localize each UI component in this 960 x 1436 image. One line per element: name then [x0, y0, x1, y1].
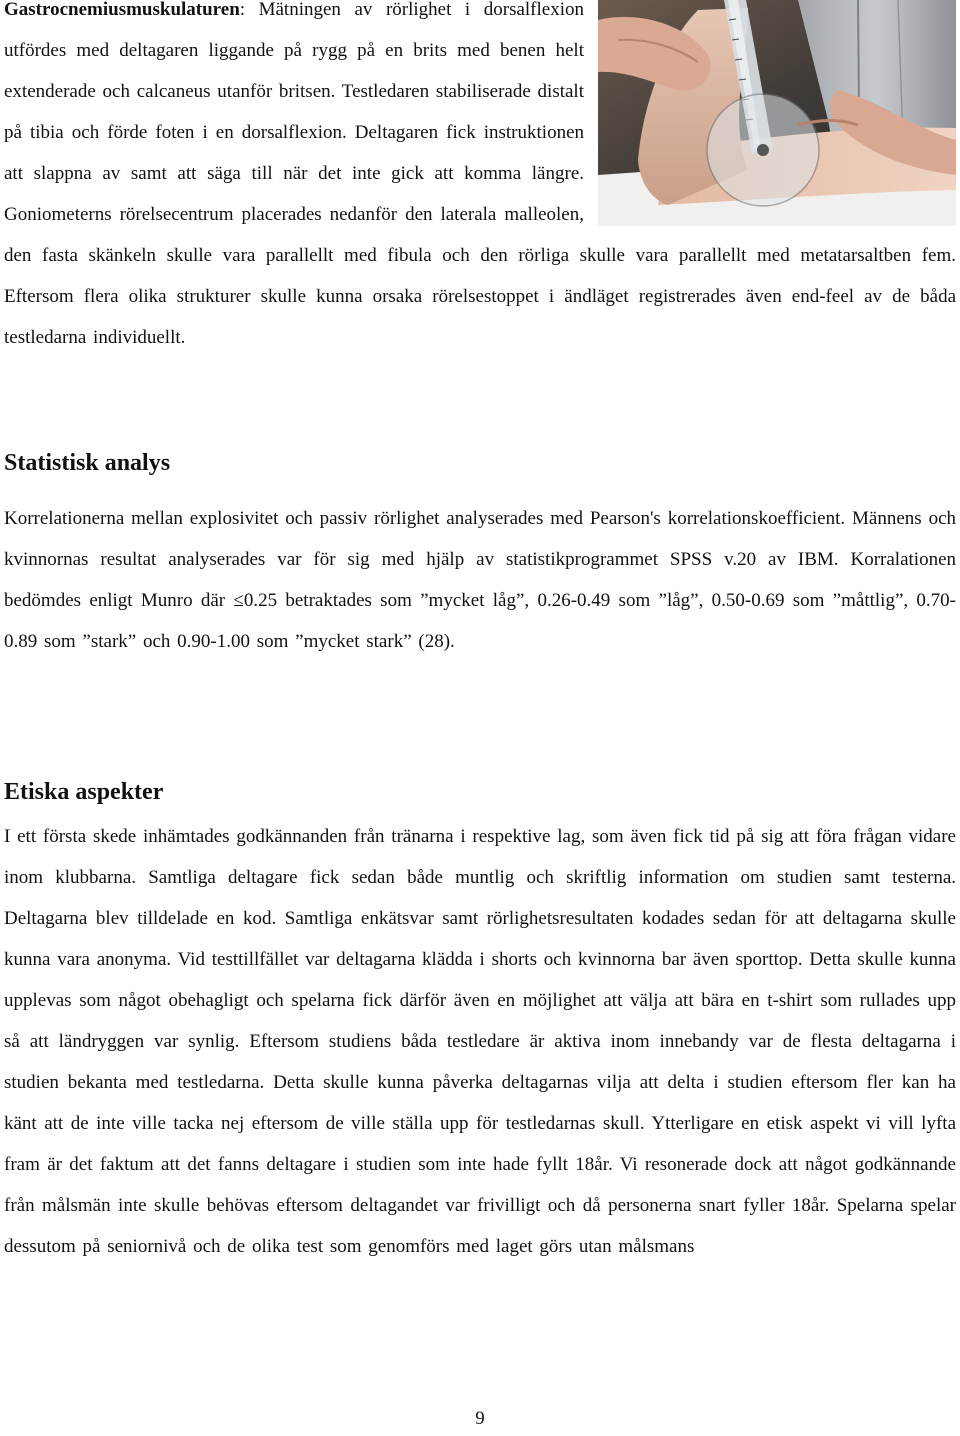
intro-lead-term: Gastrocnemiusmuskulaturen — [4, 0, 240, 20]
etik-paragraph: I ett första skede inhämtades godkännanden från tränarna i respektive lag, som även fick tid på sig att föra frågan vidare inom klubbarna. Samtliga deltagare fick sedan både muntlig och skriftlig information om studien samt testerna. Deltagarna blev tilldelade en kod. Samtliga enkätsvar samt rörlighetsresultaten kodades sedan för att deltagarna skulle kunna vara anonyma. Vid testtillfället var deltagarna klädda i shorts och kvinnorna bar även sporttop. Detta skulle kunna upplevas som något obehagligt och spelarna fick därför även en möjlighet att välja att bära en t-shirt som rullades upp så att ländryggen var synlig. Eftersom studiens båda testledare är aktiva inom innebandy var de flesta deltagarna i studien bekanta med testledarna. Detta skulle kunna påverka deltagarnas vilja att delta i studien eftersom fler kan ha känt att de inte ville tacka nej eftersom de ville ställa upp för testledarnas skull. Ytterligare en etisk aspekt vi vill lyfta fram är det faktum att det fanns deltagare i studien som inte hade fyllt 18år. Vi resonerade dock att något godkännande från målsmän inte skulle behövas eftersom deltagandet var frivilligt och då personerna snart fyller 18år. Spelarna spelar dessutom på seniornivå och de olika test som genomförs med laget görs utan målsmans — [4, 826, 956, 1257]
page-number: 9 — [475, 1408, 485, 1429]
statistik-paragraph: Korrelationerna mellan explosivitet och passiv rörlighet analyserades med Pearson's korrelationskoefficient. Männens och kvinnornas resultat analyserades var för sig med hjälp av statistikprogrammet SPSS v.20 av IBM. Korralationen bedömdes enligt Munro där ≤0.25 betraktades som ”mycket låg”, 0.26-0.49 som ”låg”, 0.50-0.69 som ”måttlig”, 0.70-0.89 som ”stark” och 0.90-1.00 som ”mycket stark” (28). — [4, 508, 956, 652]
heading-etiska-aspekter: Etiska aspekter — [4, 779, 164, 805]
intro-section — [4, 0, 956, 358]
goniometer-photo — [598, 0, 956, 226]
intro-text: : Mätningen av rörlighet i dorsalflexion utfördes med deltagaren liggande på rygg på en brits med benen helt extenderade och calcaneus utanför britsen. Testledaren stabiliserade distalt på tibia och förde foten i en dorsalflexion. Deltagaren fick instruktionen att slappna av samt att säga till när det inte gick att komma längre. Goniometerns rörelsecentrum placerades nedanför den laterala malleolen, den fasta skänkeln skulle vara parallellt med fibula och den rörliga skulle vara parallellt med metatarsaltben fem. Eftersom flera olika strukturer skulle kunna orsaka rörelsestoppet i ändläget registrerades även end-feel av de båda testledarna individuellt. — [4, 0, 956, 348]
heading-statistisk-analys: Statistisk analys — [4, 450, 171, 476]
